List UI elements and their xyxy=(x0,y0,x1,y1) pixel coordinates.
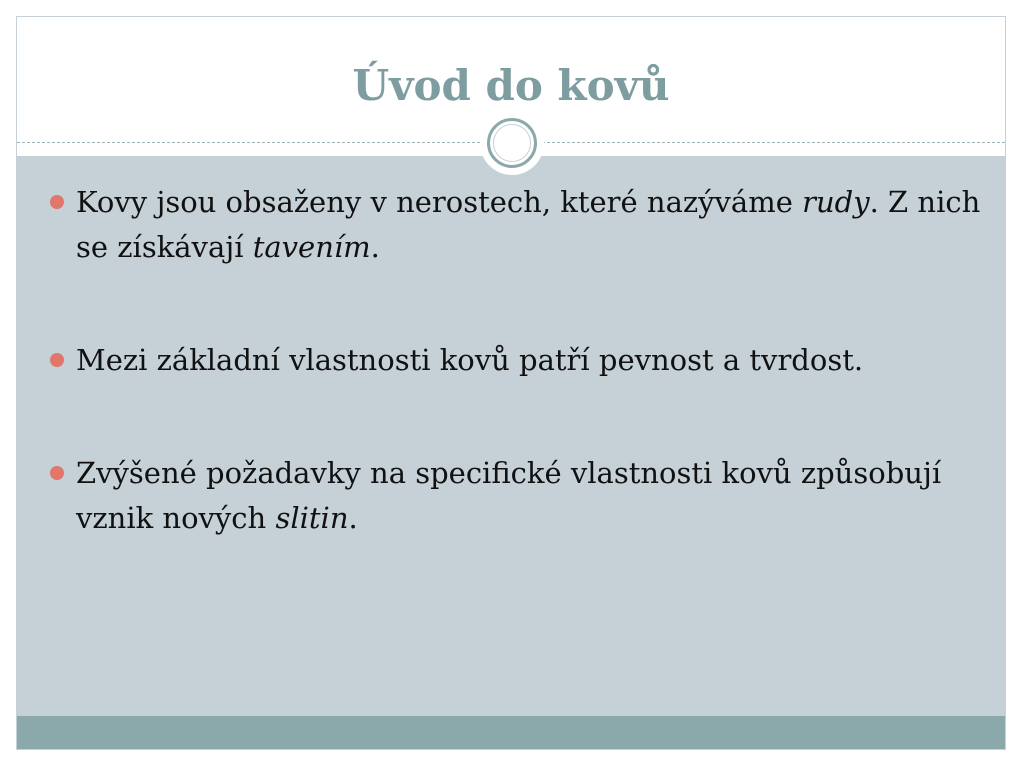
bullet-text-part: Zvýšené požadavky na specifické vlastnosti kovů způsobují vznik nových xyxy=(76,456,942,535)
bullet-text-italic: slitin xyxy=(275,501,349,535)
bullet-dot-icon xyxy=(50,466,64,480)
bullet-text xyxy=(76,456,941,535)
circle-ornament-inner xyxy=(493,124,531,162)
bullet-text-part: . Z nich se získávají xyxy=(76,185,981,264)
bullet-text-italic: rudy xyxy=(802,185,870,219)
bullet-item xyxy=(48,338,993,383)
bullet-list xyxy=(48,180,993,541)
bullet-text-part: Kovy jsou obsaženy v nerostech, které nazýváme xyxy=(76,185,803,219)
bullet-text-part: . xyxy=(348,501,358,535)
footer-bar xyxy=(17,716,1005,749)
bullet-dot-icon xyxy=(50,353,64,367)
bullet-text xyxy=(76,185,980,264)
bullet-text-italic: tavením xyxy=(252,230,371,264)
bullet-text xyxy=(76,343,863,377)
bullet-text-part: Mezi základní vlastnosti kovů patří pevnost a tvrdost. xyxy=(76,343,864,377)
bullet-dot-icon xyxy=(50,195,64,209)
slide-title: Úvod do kovů xyxy=(352,61,670,110)
bullet-item xyxy=(48,451,993,541)
bullet-text-part: . xyxy=(370,230,380,264)
bullet-item xyxy=(48,180,993,270)
